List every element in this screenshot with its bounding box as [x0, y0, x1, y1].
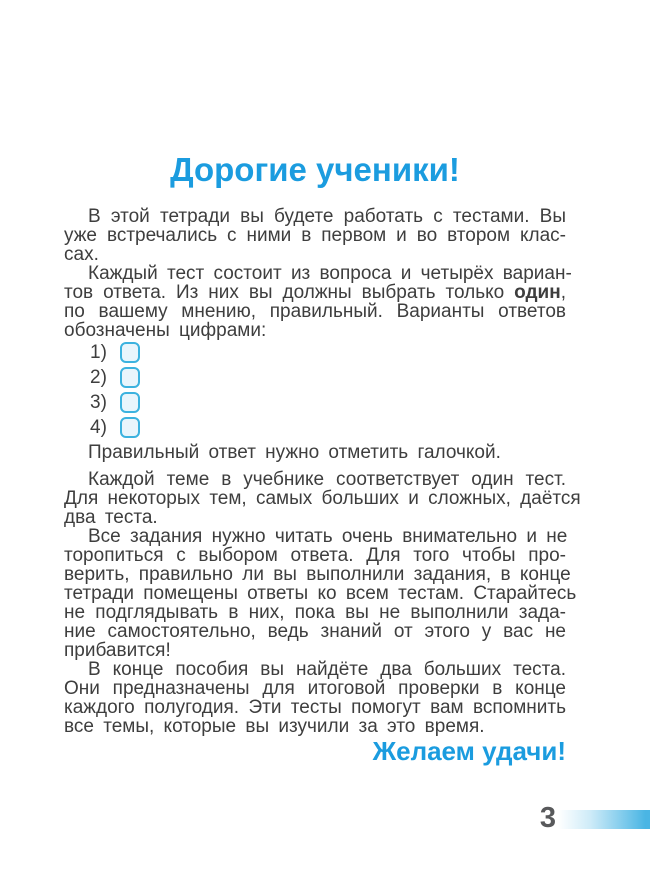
answer-options-list: [64, 340, 566, 440]
closing-wish: Желаем удачи!: [372, 736, 566, 766]
intro-paragraph: [64, 207, 566, 264]
tests-per-topic-paragraph: [64, 469, 581, 528]
text-segment: тетради помещены ответы ко всем тестам. Старайтесь: [64, 583, 577, 604]
answer-checkbox[interactable]: [120, 342, 140, 363]
text-line: [64, 698, 566, 717]
text-segment: торопиться с выбором ответа. Для того чтобы про-: [64, 545, 566, 566]
text-segment: прибавится!: [64, 640, 171, 661]
text-segment: два теста.: [64, 507, 158, 528]
read-carefully-paragraph: [64, 526, 577, 661]
text-segment: Все задания нужно читать очень внимательно и не: [88, 526, 568, 547]
checkmark-note-paragraph: [64, 443, 566, 462]
text-line: [64, 245, 566, 264]
text-line: [64, 302, 566, 321]
text-segment: верить, правильно ли вы выполнили задания, в конце: [64, 564, 571, 585]
option-number-label: 3): [90, 392, 107, 413]
answer-checkbox[interactable]: [120, 392, 140, 413]
text-line: [64, 603, 566, 622]
option-number-label: 4): [90, 417, 107, 438]
answer-checkbox[interactable]: [120, 367, 140, 388]
answer-option-row: [64, 340, 566, 365]
text-segment: Каждой теме в учебнике соответствует один тест.: [88, 469, 566, 490]
test-structure-paragraph: [64, 263, 572, 341]
text-line: [64, 679, 566, 698]
page-number: 3: [539, 802, 556, 834]
text-line: [64, 283, 566, 302]
page-title: Дорогие ученики!: [170, 151, 460, 188]
text-line: [64, 527, 566, 546]
text-segment: по вашему мнению, правильный. Варианты ответов: [64, 301, 566, 322]
text-segment: Правильный ответ нужно отметить галочкой.: [88, 442, 501, 463]
text-line: [64, 488, 581, 509]
text-line: [64, 641, 566, 660]
emphasized-word: один: [514, 282, 561, 303]
text-line: [64, 622, 566, 641]
text-segment: В конце пособия вы найдёте два больших теста.: [88, 659, 566, 680]
text-segment: уже встречались с ними в первом и во втором клас-: [64, 225, 566, 246]
text-line: [64, 226, 566, 245]
intro-text: [64, 206, 581, 737]
text-segment: каждого полугодия. Эти тесты помогут вам вспомнить: [64, 697, 566, 718]
text-line: [64, 564, 571, 585]
text-line: [64, 717, 566, 736]
text-segment: ,: [560, 282, 566, 303]
final-tests-paragraph: [64, 660, 566, 736]
text-line: [64, 660, 566, 679]
option-number-label: 2): [90, 367, 107, 388]
answer-option-row: [64, 365, 566, 390]
text-line: [64, 263, 572, 284]
text-line: [64, 207, 566, 226]
answer-checkbox[interactable]: [120, 417, 140, 438]
text-line: [64, 508, 566, 527]
text-segment: обозначены цифрами:: [64, 320, 267, 341]
text-line: [64, 470, 566, 489]
text-segment: Для некоторых тем, самых больших и сложных, даётся: [64, 488, 581, 509]
text-segment: тов ответа. Из них вы должны выбрать только: [64, 282, 515, 303]
text-segment: ние самостоятельно, ведь знаний от этого у вас не: [64, 621, 566, 642]
answer-option-row: [64, 390, 566, 415]
option-number-label: 1): [90, 342, 107, 363]
text-segment: не подглядывать в них, пока вы не выполнили зада-: [64, 602, 566, 623]
text-segment: Они предназначены для итоговой проверки в конце: [64, 678, 566, 699]
text-segment: все темы, которые вы изучили за это время.: [64, 716, 485, 737]
text-line: [64, 443, 566, 462]
text-segment: В этой тетради вы будете работать с тестами. Вы: [88, 206, 566, 227]
footer-accent-bar: [558, 810, 650, 829]
text-line: [64, 321, 566, 340]
text-segment: сах.: [64, 244, 99, 265]
text-line: [64, 546, 566, 565]
answer-option-row: [64, 415, 566, 440]
text-segment: Каждый тест состоит из вопроса и четырёх вариан-: [88, 263, 572, 284]
text-line: [64, 583, 577, 604]
